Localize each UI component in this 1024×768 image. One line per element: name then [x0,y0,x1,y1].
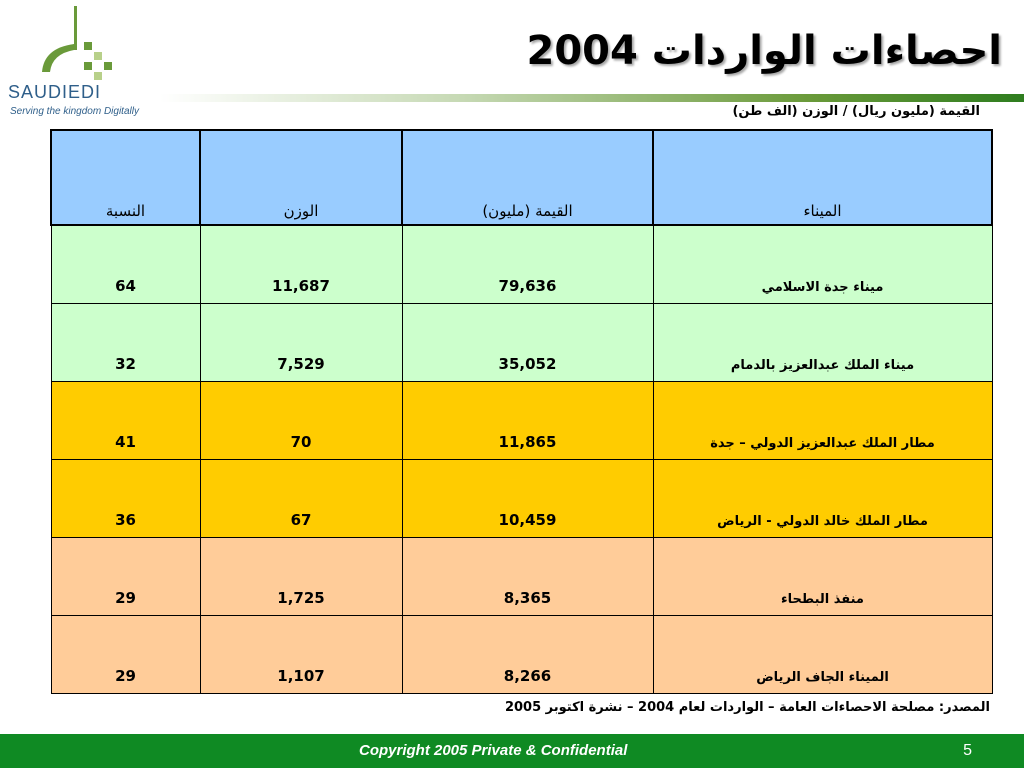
ratio-cell: 29 [51,537,200,615]
header-value: القيمة (مليون) [402,130,653,225]
ratio-cell: 29 [51,615,200,693]
logo-tagline: Serving the kingdom Digitally [10,106,139,117]
weight-cell: 7,529 [200,303,402,381]
header-port: الميناء [653,130,992,225]
weight-cell: 70 [200,381,402,459]
table-row [51,459,992,537]
copyright-text: Copyright 2005 Private & Confidential [359,742,628,759]
units-subtitle: القيمة (مليون ريال) / الوزن (الف طن) [732,104,980,119]
port-cell: مطار الملك عبدالعزيز الدولي – جدة [653,381,992,459]
table-header-row [51,130,992,225]
table-row [51,615,992,693]
port-cell: منفذ البطحاء [653,537,992,615]
page-number: 5 [963,742,972,759]
port-cell: ميناء الملك عبدالعزيز بالدمام [653,303,992,381]
value-cell: 35,052 [402,303,653,381]
page-title: احصاءات الواردات 2004 [526,28,1002,74]
value-cell: 8,266 [402,615,653,693]
ratio-cell: 41 [51,381,200,459]
weight-cell: 1,725 [200,537,402,615]
table-row [51,537,992,615]
value-cell: 79,636 [402,225,653,303]
footer-bar [0,734,1024,768]
port-cell: ميناء جدة الاسلامي [653,225,992,303]
logo-mark-icon [4,2,154,106]
table-row [51,225,992,303]
table-row [51,303,992,381]
ratio-cell: 64 [51,225,200,303]
weight-cell: 67 [200,459,402,537]
header-ratio: النسبة [51,130,200,225]
value-cell: 8,365 [402,537,653,615]
header-weight: الوزن [200,130,402,225]
weight-cell: 1,107 [200,615,402,693]
saudiedi-logo [4,2,154,120]
imports-table [50,129,993,694]
ratio-cell: 32 [51,303,200,381]
svg-text:SAUDIEDI: SAUDIEDI [8,82,102,102]
table-row [51,381,992,459]
ratio-cell: 36 [51,459,200,537]
value-cell: 10,459 [402,459,653,537]
title-divider [160,94,1024,102]
weight-cell: 11,687 [200,225,402,303]
value-cell: 11,865 [402,381,653,459]
port-cell: الميناء الجاف الرياض [653,615,992,693]
source-note: المصدر: مصلحة الاحصاءات العامة – الواردات لعام 2004 – نشرة اكتوبر 2005 [504,700,990,715]
port-cell: مطار الملك خالد الدولي - الرياض [653,459,992,537]
